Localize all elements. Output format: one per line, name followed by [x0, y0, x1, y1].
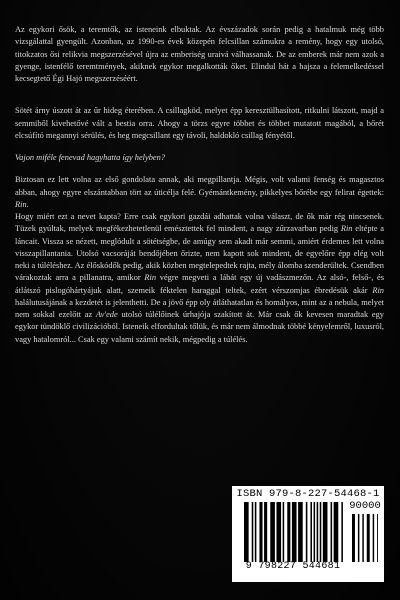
- story-paragraph: [15, 211, 384, 346]
- addon-barcode: [352, 514, 378, 562]
- ean-barcode: [244, 502, 346, 562]
- barcode-bar: [252, 502, 254, 562]
- intro-paragraph: Az egykori ősök, a teremtők, az isteneink elbuktak. Az évszázadok során pedig a hatalmuk még több vizsgálattal gyengült. Azonban, az 1990-es évek közepén felcsillan számukra a remény, hogy egy utolsó, titokzatos ősi relikvia megszerzésével újra az emberiség uraivá válhassanak. De az emberek már nem azok a gyenge, istenfélő teremtmények, akiknek egykor megalkották őket. Elindul hát a hajsza a felemelkedéssel kecsegtető Égi Hajó megszerzéséért.: [15, 25, 384, 83]
- barcode-bar: [283, 502, 285, 562]
- barcode-bar: [341, 502, 343, 562]
- barcode-bar: [362, 514, 363, 562]
- barcode-bar: [320, 502, 322, 562]
- name-aviede: Av'ede: [95, 310, 118, 319]
- text-segment: .: [26, 199, 29, 209]
- barcode-bar: [331, 502, 333, 562]
- barcode-bar: [270, 502, 275, 562]
- text-segment: eltépte a láncait. Vissza se nézett, meglódult a sötétségbe, de amúgy sem akadt már semmi, amiért érdemes lett volna visszapillantania. Utolsó vacsoráját bendőjében őrizte, nem kapott sok mindent, de egyelőre épp elég volt neki a túléléshez. Az élőskódők pedig, akik közben megtelepedtek rajta, mély álomba szenderültek. Csendben várakoztak arra a pillanatra, amikor: [15, 224, 385, 283]
- addon-price-label: 90000: [349, 500, 381, 512]
- isbn-text: ISBN 979-8-227-54468-1: [236, 488, 380, 500]
- text-segment: Hogy miért ezt a nevet kapta? Erre csak egykori gazdái adhattak volna választ, de ők már rég nincsenek. Tüzek gyúltak, melyek megfékezhetetlenül emésztettek fel mindent, a nagy zűrzavarban pedig: [15, 212, 384, 234]
- barcode-bar: [334, 502, 339, 562]
- barcode-bar: [292, 502, 297, 562]
- ean-digits: 9 798227 544681: [245, 561, 341, 572]
- text-segment: utolsó túlélőinek úrhajója szakított át. Már csak ők kevesen maradtak egy egykor tündöklő civilizációból. Isteneik elfordultak tőlük, és már nem álmodnak többé kényelemről, luxusról, vagy hatalomról... Csak egy valami számít nekik, mégpedig a túlélés.: [15, 310, 384, 344]
- barcode-bar: [314, 502, 316, 562]
- rin-inscription-paragraph: [15, 174, 384, 211]
- barcode-bar: [298, 502, 303, 562]
- barcode-bar: [255, 502, 257, 562]
- barcode-bar: [276, 502, 281, 562]
- barcode-bar: [373, 514, 374, 562]
- barcode-bar: [358, 514, 359, 562]
- text-segment: végre megveti a lábát egy új vadászmezőn. Az alsó-, felső-, és átlátszó pislogóhártyájuk alatt, szemeik féktelen haraggal teltek, ezért vérszomjas ébredésük akár: [15, 273, 384, 295]
- barcode-bar: [317, 502, 319, 562]
- text-segment: Biztosan ez lett volna az első gondolata annak, aki megpillantja. Mégis, volt valami fenség és magasztos abban, ahogy egyre elszántabban tört az úticélja felé. Gyémántkemény, pikkelyes bőrébe egy felirat égettek:: [15, 175, 384, 197]
- name-rin: Rin: [340, 224, 353, 234]
- barcode-bar: [367, 514, 370, 562]
- text-segment: halálutusájának a kezdetét is jelenthetti. De a jövő épp oly átláthatatlan és homályos, mint az a nebula, melyet nem sokkal ezelőtt az: [15, 297, 384, 319]
- name-rin: Rin: [144, 273, 157, 283]
- barcode-bar: [259, 502, 262, 562]
- name-rin: Rin: [15, 199, 27, 209]
- barcode-bar: [323, 502, 328, 562]
- name-rin: Rin: [372, 285, 384, 295]
- barcode-bar: [352, 514, 355, 562]
- barcode-area: [236, 500, 380, 570]
- barcode-bar: [377, 514, 378, 562]
- barcode-bar: [306, 502, 308, 562]
- isbn-barcode-box: [232, 486, 384, 582]
- barcode-bar: [264, 502, 267, 562]
- space-beast-paragraph: Sötét árny úszott át az űr hideg éterében. A csillagköd, melyet épp keresztülhasított, ritkulni látszott, majd a semmiből kivehetővé vált a bestia orra. Ahogy a törzs egyre többet és többet mutatott magából, a bőrét elcsúfító megannyi sérülés, és heg megcsillant egy távoli, haldokló csillag fényétől.: [15, 106, 384, 140]
- barcode-bar: [287, 502, 290, 562]
- italic-question: Vajon miféle fenevad hagyhatta így helyben?: [15, 153, 166, 162]
- barcode-bar: [310, 502, 312, 562]
- barcode-bar: [244, 502, 249, 562]
- blurb-text: [15, 24, 384, 346]
